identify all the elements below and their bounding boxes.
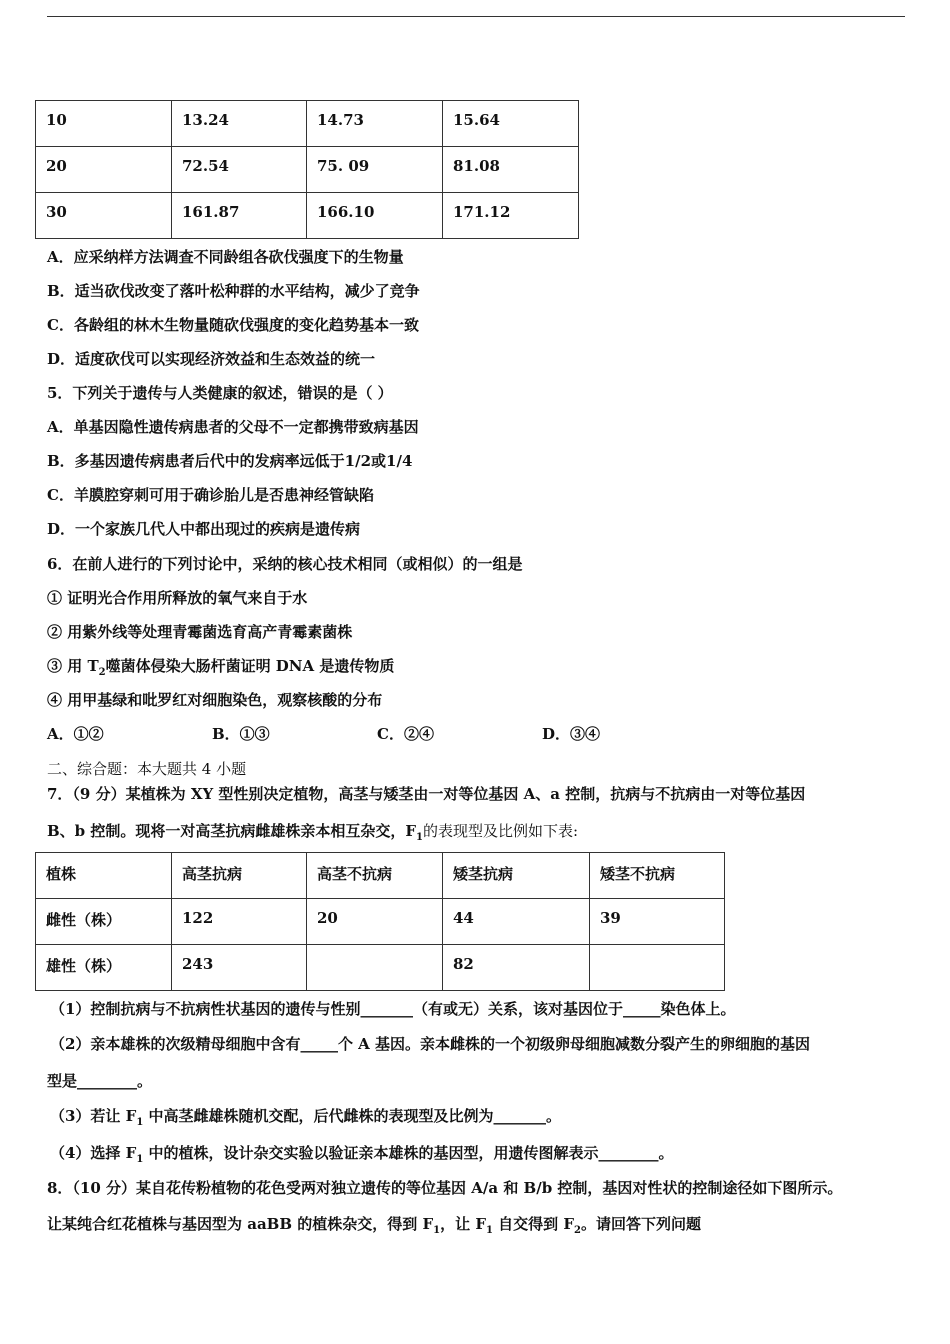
- q7-sub-4: [50, 1142, 674, 1165]
- table-header-row: [36, 853, 725, 899]
- subscript: 2: [574, 1225, 582, 1236]
- table-cell: 171.12: [443, 193, 579, 239]
- table-cell: 14.73: [307, 101, 443, 147]
- table-header-cell: 高茎抗病: [172, 853, 307, 899]
- table-cell: 20: [307, 899, 443, 945]
- q7-line-2: [47, 820, 578, 843]
- q5-option-b: B．多基因遗传病患者后代中的发病率远低于1/2或1/4: [47, 452, 413, 470]
- q6-item-3-rest: 噬菌体侵染大肠杆菌证明 DNA 是遗传物质: [105, 657, 395, 675]
- table-cell: 10: [36, 101, 172, 147]
- table-row: [36, 945, 725, 991]
- q7-line-2b: 的表现型及比例如下表:: [423, 822, 579, 840]
- table-row: [36, 101, 579, 147]
- subscript: 1: [485, 1225, 493, 1236]
- table-cell: 13.24: [172, 101, 307, 147]
- q6-option-d: D．③④: [542, 725, 601, 743]
- q8-line-2b: ，让 F: [440, 1215, 486, 1233]
- q6-item-2: ② 用紫外线等处理青霉菌选育高产青霉素菌株: [47, 623, 353, 641]
- subscript: 1: [136, 1117, 144, 1128]
- q5-option-a: A．单基因隐性遗传病患者的父母不一定都携带致病基因: [47, 418, 419, 436]
- table-cell: 39: [590, 899, 725, 945]
- q7-sub-3a: （3）若让 F: [50, 1107, 137, 1125]
- q8-line-2c: 自交得到 F: [492, 1215, 575, 1233]
- q4-option-c: C．各龄组的林木生物量随砍伐强度的变化趋势基本一致: [47, 316, 419, 334]
- table-header-cell: 矮茎抗病: [443, 853, 590, 899]
- q6-option-b: B．①③: [212, 725, 270, 743]
- table-cell: 15.64: [443, 101, 579, 147]
- table-row: [36, 193, 579, 239]
- q7-sub-2b: 型是________。: [47, 1072, 153, 1090]
- q4-option-a: A．应采纳样方法调查不同龄组各砍伐强度下的生物量: [47, 248, 404, 266]
- table-cell: 122: [172, 899, 307, 945]
- q5-option-d: D．一个家族几代人中都出现过的疾病是遗传病: [47, 520, 361, 538]
- section-heading: 二、综合题：本大题共 4 小题: [47, 760, 247, 778]
- table-cell: [307, 945, 443, 991]
- table-cell: 雌性（株）: [36, 899, 172, 945]
- q7-sub-3b: 中高茎雌雄株随机交配，后代雌株的表现型及比例为_______。: [143, 1107, 562, 1125]
- q8-line-1: 8．（10 分）某自花传粉植物的花色受两对独立遗传的等位基因 A/a 和 B/b 控制，基因对性状的控制途径如下图所示。: [47, 1179, 843, 1197]
- q5-option-c: C．羊膜腔穿刺可用于确诊胎儿是否患神经管缺陷: [47, 486, 374, 504]
- header-rule: [47, 16, 905, 17]
- subscript: 1: [433, 1225, 441, 1236]
- table-cell: 75. 09: [307, 147, 443, 193]
- subscript: 1: [136, 1154, 144, 1165]
- q7-sub-1: （1）控制抗病与不抗病性状基因的遗传与性别_______（有或无）关系，该对基因位于_____染色体上。: [50, 1000, 736, 1018]
- q4-option-d: D．适度砍伐可以实现经济效益和生态效益的统一: [47, 350, 376, 368]
- q7-sub-3: [50, 1105, 561, 1128]
- table-cell: 82: [443, 945, 590, 991]
- q7-line-2a: B、b 控制。现将一对高茎抗病雌雄株亲本相互杂交，F: [47, 822, 417, 840]
- q6-option-c: C．②④: [377, 725, 434, 743]
- q7-sub-4a: （4）选择 F: [50, 1144, 137, 1162]
- q6-item-3: [47, 655, 394, 678]
- q6-item-4: ④ 用甲基绿和吡罗红对细胞染色，观察核酸的分布: [47, 691, 383, 709]
- table-cell: 44: [443, 899, 590, 945]
- table-cell: 81.08: [443, 147, 579, 193]
- q6-item-1: ① 证明光合作用所释放的氧气来自于水: [47, 589, 308, 607]
- table-header-cell: 植株: [36, 853, 172, 899]
- q8-line-2: [47, 1213, 701, 1236]
- table-cell: 雄性（株）: [36, 945, 172, 991]
- q7-sub-4b: 中的植株，设计杂交实验以验证亲本雄株的基因型，用遗传图解表示________。: [143, 1144, 674, 1162]
- biomass-table: [35, 100, 579, 239]
- f1-phenotype-table: [35, 852, 725, 991]
- q6-item-3-text: ③ 用 T: [47, 657, 99, 675]
- subscript: 2: [98, 667, 106, 678]
- q8-line-2a: 让某纯合红花植株与基因型为 aaBB 的植株杂交，得到 F: [47, 1215, 434, 1233]
- table-header-cell: 高茎不抗病: [307, 853, 443, 899]
- q4-option-b: B．适当砍伐改变了落叶松种群的水平结构，减少了竞争: [47, 282, 420, 300]
- q8-line-2d: 。请回答下列问题: [581, 1215, 702, 1233]
- table-header-cell: 矮茎不抗病: [590, 853, 725, 899]
- q6-option-a: A．①②: [47, 725, 104, 743]
- table-cell: 166.10: [307, 193, 443, 239]
- q7-line-1: 7．（9 分）某植株为 XY 型性别决定植物，高茎与矮茎由一对等位基因 A、a 控制，抗病与不抗病由一对等位基因: [47, 785, 806, 803]
- table-cell: 243: [172, 945, 307, 991]
- q7-sub-2a: （2）亲本雄株的次级精母细胞中含有_____个 A 基因。亲本雌株的一个初级卵母细胞减数分裂产生的卵细胞的基因: [50, 1035, 811, 1053]
- subscript: 1: [416, 832, 424, 843]
- table-cell: 30: [36, 193, 172, 239]
- table-cell: 161.87: [172, 193, 307, 239]
- q5-stem: 5．下列关于遗传与人类健康的叙述，错误的是（ ）: [47, 384, 393, 402]
- table-cell: [590, 945, 725, 991]
- table-row: [36, 147, 579, 193]
- q6-stem: 6．在前人进行的下列讨论中，采纳的核心技术相同（或相似）的一组是: [47, 555, 523, 573]
- table-cell: 20: [36, 147, 172, 193]
- table-row: [36, 899, 725, 945]
- table-cell: 72.54: [172, 147, 307, 193]
